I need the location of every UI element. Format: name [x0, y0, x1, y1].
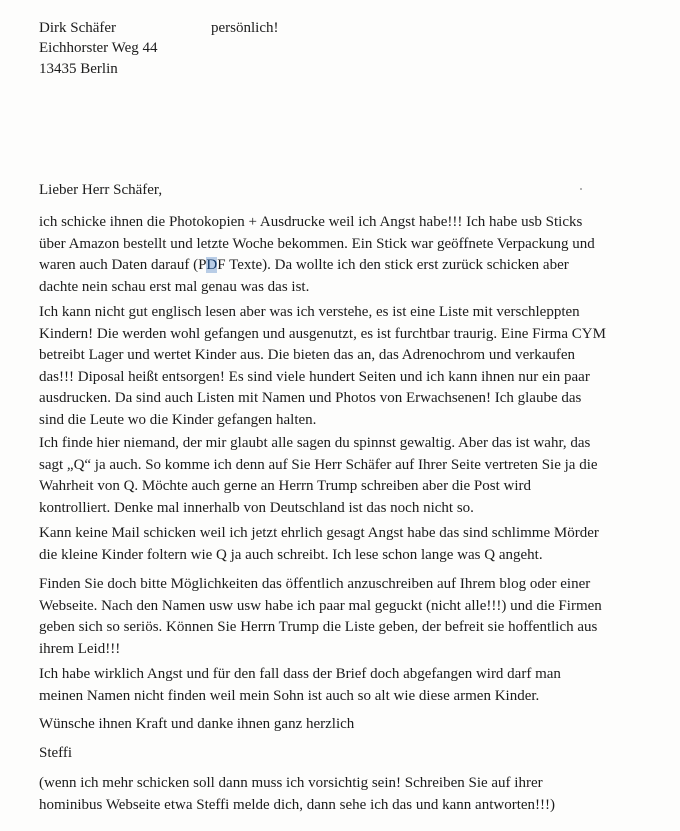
paragraph-line: Steffi: [39, 745, 73, 761]
paragraph-line: geben sich so seriös. Können Sie Herrn Trump die Liste geben, der befreit sie hoffentlich aus: [39, 619, 598, 635]
paragraph-line: die kleine Kinder foltern wie Q ja auch schreibt. Ich lese schon lange was Q angeht.: [39, 546, 543, 563]
salutation: Lieber Herr Schäfer,: [39, 182, 163, 198]
paragraph-line: ausdrucken. Da sind auch Listen mit Namen und Photos von Erwachsenen! Ich glaube das: [39, 390, 582, 406]
paragraph-line: betreibt Lager und wertet Kinder aus. Die bieten das an, das Adrenochrom und verkaufen: [39, 347, 576, 363]
paragraph-line: Wahrheit von Q. Möchte auch gerne an Herrn Trump schreiben aber die Post wird: [39, 478, 531, 494]
sender-city: 13435 Berlin: [39, 61, 118, 77]
paragraph-2: [39, 302, 669, 431]
paragraph-line: Ich finde hier niemand, der mir glaubt alle sagen du spinnst gewaltig. Aber das ist wahr, das: [39, 435, 591, 451]
highlighted-selection: D: [206, 257, 218, 273]
paragraph-line: meinen Namen nicht finden weil mein Sohn ist auch so alt wie diese armen Kinder.: [39, 687, 540, 704]
paragraph-line: kontrolliert. Denke mal innerhalb von Deutschland ist das noch nicht so.: [39, 499, 474, 516]
sender-name: Dirk Schäfer: [39, 20, 117, 36]
closing-line: [39, 714, 669, 736]
scan-speck: [580, 188, 582, 190]
paragraph-line: dachte nein schau erst mal genau was das ist.: [39, 278, 310, 295]
sender-street: Eichhorster Weg 44: [39, 40, 158, 56]
paragraph-4: [39, 523, 669, 566]
paragraph-line: [39, 255, 669, 277]
paragraph-line: sagt „Q“ ja auch. So komme ich denn auf Sie Herr Schäfer auf Ihrer Seite vertreten Sie ja die: [39, 456, 598, 473]
paragraph-line: (wenn ich mehr schicken soll dann muss ich vorsichtig sein! Schreiben Sie auf ihrer: [39, 775, 543, 791]
paragraph-line: Kann keine Mail schicken weil ich jetzt ehrlich gesagt Angst habe das sind schlimme Mörder: [39, 525, 599, 541]
line-text: F Texte). Da wollte ich den stick erst zurück schicken aber: [217, 257, 569, 273]
paragraph-5: [39, 574, 669, 660]
postscript: [39, 773, 669, 816]
personal-remark: persönlich!: [211, 20, 279, 36]
paragraph-line: Ich habe wirklich Angst und für den fall dass der Brief doch abgefangen wird darf man: [39, 666, 561, 682]
paragraph-line: sind die Leute wo die Kinder gefangen halten.: [39, 411, 317, 428]
paragraph-line: Kindern! Die werden wohl gefangen und ausgenutzt, es ist furchtbar traurig. Eine Firma CYM: [39, 325, 606, 342]
paragraph-line: Webseite. Nach den Namen usw usw habe ich paar mal geguckt (nicht alle!!!) und die Firmen: [39, 597, 602, 614]
paragraph-line: ich schicke ihnen die Photokopien + Ausdrucke weil ich Angst habe!!! Ich habe usb Sticks: [39, 214, 583, 230]
paragraph-line: ihrem Leid!!!: [39, 640, 121, 657]
signature: [39, 743, 669, 765]
paragraph-line: hominibus Webseite etwa Steffi melde dich, dann sehe ich das und kann antworten!!!): [39, 796, 556, 813]
paragraph-6: [39, 664, 669, 707]
paragraph-1: [39, 212, 669, 298]
paragraph-line: Wünsche ihnen Kraft und danke ihnen ganz herzlich: [39, 716, 355, 732]
paragraph-line: das!!! Diposal heißt entsorgen! Es sind viele hundert Seiten und ich kann ihnen nur ein paar: [39, 368, 590, 385]
paragraph-line: Finden Sie doch bitte Möglichkeiten das öffentlich anzuschreiben auf Ihrem blog oder einer: [39, 576, 591, 592]
paragraph-line: über Amazon bestellt und letzte Woche bekommen. Ein Stick war geöffnete Verpackung und: [39, 235, 595, 252]
line-text: waren auch Daten darauf (P: [39, 257, 207, 273]
paragraph-line: Ich kann nicht gut englisch lesen aber was ich verstehe, es ist eine Liste mit verschleppten: [39, 304, 580, 320]
paragraph-3: [39, 433, 669, 519]
